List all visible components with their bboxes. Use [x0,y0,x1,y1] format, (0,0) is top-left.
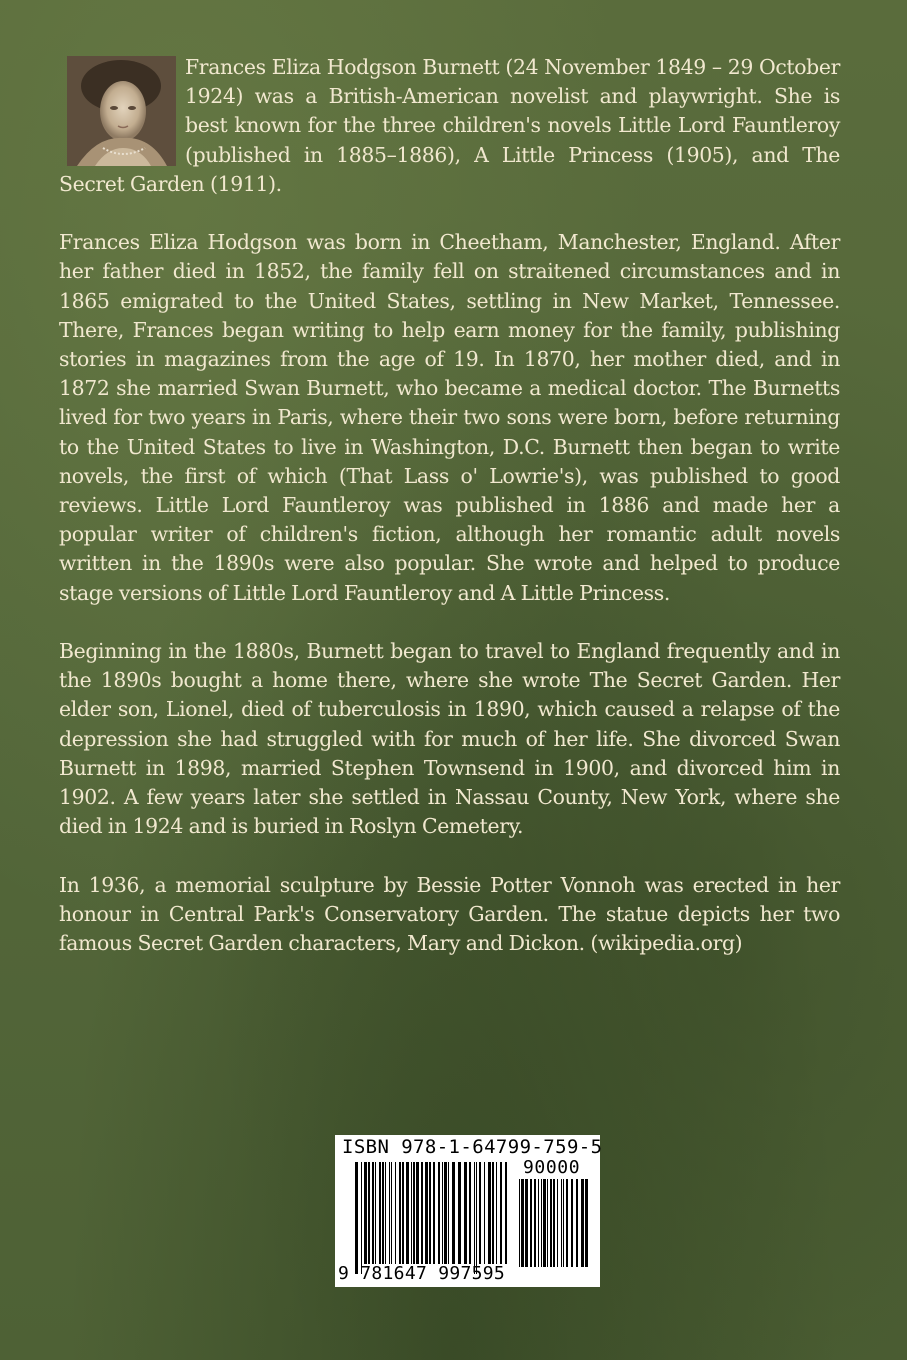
barcode-bar [355,1162,358,1274]
barcode-bar [530,1179,532,1267]
barcode-bar [538,1179,539,1267]
barcode-bar [474,1162,475,1274]
barcode-bar [547,1179,548,1267]
barcode-bar [382,1162,384,1264]
barcode-bar [500,1162,502,1264]
barcode-bar [561,1179,562,1267]
barcode-bar [399,1162,401,1264]
barcode-bar [464,1162,467,1264]
barcode-bar [488,1162,491,1264]
barcode-bar [566,1179,568,1267]
barcode-bar [389,1162,390,1264]
barcode-bar [429,1162,431,1264]
ean-digits: 9 781647 997595 [338,1263,506,1284]
barcode-bar [553,1179,555,1267]
barcode-bar [411,1162,412,1264]
bio-paragraph-4: In 1936, a memorial sculpture by Bessie Potter Vonnoh was erected in her honour in Central Park's Conservatory Garden. The statue depicts her two famous Secret Garden characters, Mary and Dickon. (wikipedia.org) [59,872,840,956]
barcode-bar [413,1162,415,1264]
barcode-bar [543,1179,546,1267]
bio-paragraph-1 [59,53,840,199]
barcode-bar [433,1162,435,1264]
author-portrait-image [67,56,176,166]
addon-bars [519,1179,589,1277]
barcode-bar [438,1162,440,1264]
barcode-bar [444,1162,447,1264]
barcode-bar [492,1162,494,1264]
barcode-bar [534,1179,536,1267]
barcode-bar [571,1179,573,1267]
barcode-bar [416,1162,419,1264]
barcode-bar [521,1179,524,1267]
barcode-bar [452,1162,455,1264]
barcode-bar [550,1179,552,1267]
barcode-bar [361,1162,362,1274]
barcode-bar [505,1162,507,1264]
barcode-bar [379,1162,381,1264]
barcode-bar [421,1162,423,1264]
barcode-bar [585,1179,588,1267]
barcode-bar [425,1162,428,1264]
isbn-barcode [335,1135,603,1287]
barcode-bar [458,1162,461,1264]
barcode-bar [525,1179,528,1267]
barcode-bar [406,1162,409,1264]
barcode-bar [402,1162,404,1264]
bio-paragraph-2: Frances Eliza Hodgson was born in Cheetham, Manchester, England. After her father died in 1852, the family fell on straitened circumstances and in 1865 emigrated to the United States, settling in New Market, Tennessee. There, Frances began writing to help earn money for the family, publishing stories in magazines from the age of 19. In 1870, her mother died, and in 1872 she married Swan Burnett, who became a medical doctor. The Burnetts lived for two years in Paris, where their two sons were born, before returning to the United States to live in Washington, D.C. Burnett then began to write novels, the first of which (That Lass o' Lowrie's), was published to good reviews. Little Lord Fauntleroy was published in 1886 and made her a popular writer of children's fiction, although her romantic adult novels written in the 1890s were also popular. She wrote and helped to produce stage versions of Little Lord Fauntleroy and A Little Princess. [59,230,840,605]
barcode-bar [368,1162,370,1264]
barcode-bar [395,1162,396,1264]
barcode-bar [385,1162,386,1264]
barcode-bar [576,1179,578,1267]
ean13-bars [355,1162,508,1274]
barcode-bar [476,1162,477,1274]
isbn-label: ISBN 978-1-64799-759-5 [342,1136,603,1158]
bio-paragraph-1-text: Frances Eliza Hodgson Burnett (24 November 1849 – 29 October 1924) was a British-American novelist and playwright. She is best known for the three children's novels Little Lord Fauntleroy (published in 1885–1886), A Little Princess (1905), and The Secret Garden (1911). [59,55,840,196]
barcode-bar [581,1179,584,1267]
barcode-bar [442,1162,443,1264]
barcode-bar [496,1162,497,1264]
barcode-bar [469,1162,471,1264]
barcode-bar [484,1162,485,1264]
author-biography [59,53,840,987]
bio-paragraph-3: Beginning in the 1880s, Burnett began to travel to England frequently and in the 1890s bought a home there, where she wrote The Secret Garden. Her elder son, Lionel, died of tuberculosis in 1890, which caused a relapse of the depression she had struggled with for much of her life. She divorced Swan Burnett in 1898, married Stephen Townsend in 1900, and divorced him in 1902. A few years later she settled in Nassau County, New York, where she died in 1924 and is buried in Roslyn Cemetery. [59,639,840,839]
barcode-bar [364,1162,367,1264]
barcode-bar [391,1162,392,1264]
barcode-bar [541,1179,542,1267]
price-code: 90000 [523,1157,581,1178]
barcode-bar [563,1179,564,1267]
barcode-bar [557,1179,558,1267]
barcode-bar [372,1162,374,1264]
barcode-bar [448,1162,449,1264]
barcode-bar [479,1162,481,1264]
barcode-bar [519,1179,520,1267]
portrait-illustration [67,56,176,166]
barcode-bar [375,1162,376,1264]
